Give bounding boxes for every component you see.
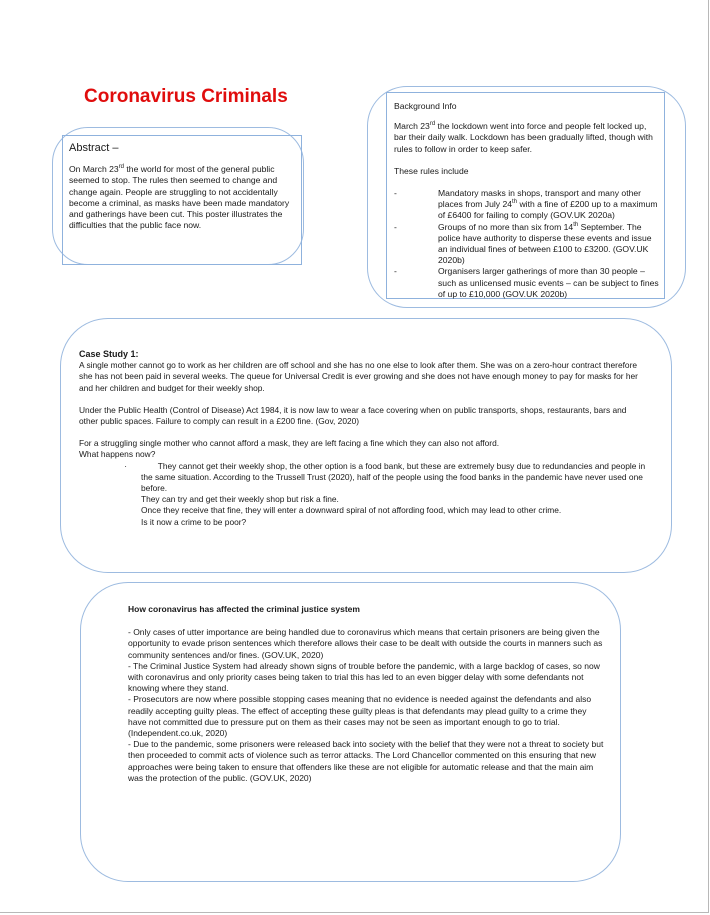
dash-marker: -: [394, 221, 397, 232]
rule-item: - Mandatory masks in shops, transport and many other places from July 24th with a fine of £200 up to a maximum of £6400 for failing to comply (GOV.UK 2020a): [394, 188, 658, 221]
poster-title: Coronavirus Criminals: [84, 86, 288, 107]
case-study-para: A single mother cannot go to work as her children are off school and she has no one else to look after them. She was on a zero-hour contract therefore she has not been paid in several weeks. The queue for Universal Credit is ever growing and she does not have enough money to pay for masks for her and her children and budget for their weekly shop.: [79, 360, 638, 393]
cj-point: - The Criminal Justice System had already shown signs of trouble before the pandemic, with a large backlog of cases, so now with coronavirus and only priority cases being taken to trial this has led to an even bigger delay with some defendants not knowing where they stand.: [128, 660, 600, 694]
cj-point: - Due to the pandemic, some prisoners were released back into society with the belief that they were not a threat to society but then proceeded to commit acts of violence such as terror attacks. The Lord Chancellor commented on this ensuring that new approaches were being taken to ensure that offenders like these are not eligible for automatic release and that the main aim was the protection of the public. (GOV.UK, 2020): [128, 739, 604, 783]
rules-label: These rules include: [394, 165, 469, 176]
background-text: [394, 101, 659, 300]
abstract-body: On March 23rd the world for most of the general public seemed to stop. The rules then seemed to change and change again. People are struggling to not accidentally become a criminal, as masks have been made mandatory and gatherings have been cut. This poster illustrates the difficulties that the public face now.: [69, 164, 290, 231]
background-intro: March 23rd the lockdown went into force and people felt locked up, bar their daily walk. Lockdown has been gradually lifted, though with rules to follow in order to keep safer.: [394, 121, 653, 154]
case-study-option: They can try and get their weekly shop but risk a fine.: [141, 494, 339, 505]
case-study-closing: Is it now a crime to be poor?: [141, 516, 247, 527]
criminal-justice-heading: How coronavirus has affected the criminal justice system: [128, 604, 360, 614]
criminal-justice-text: [128, 604, 604, 784]
case-study-para: Under the Public Health (Control of Disease) Act 1984, it is now law to wear a face covering when on public transports, shops, restaurants, bars and other public spaces. Failure to comply can result in a £200 fine. (Gov, 2020): [79, 404, 627, 427]
dash-marker: -: [394, 188, 397, 199]
cj-point: - Prosecutors are now where possible stopping cases meaning that no evidence is needed against the defendants and also readily accepting guilty pleas. The effect of accepting these guilty pleas is that defendants may plead guilty to a crime they have not committed due to pressure put on them as their cases may not be seen as important enough to go to trial. (Independent.co.uk, 2020): [128, 694, 592, 739]
case-study-option: · They cannot get their weekly shop, the other option is a food bank, but these are extremely busy due to redundancies and people in the same situation. According to the Trussell Trust (2020), half of the people using the food banks in the pandemic have never used one before.: [79, 461, 647, 495]
abstract-heading: Abstract –: [69, 142, 119, 154]
background-heading: Background Info: [394, 101, 457, 111]
bullet-marker: ·: [124, 460, 127, 471]
case-study-heading: Case Study 1:: [79, 349, 139, 359]
case-study-option: Once they receive that fine, they will enter a downward spiral of not affording food, which may lead to other crime.: [141, 505, 562, 516]
abstract-text: [69, 143, 297, 231]
rule-item: - Organisers larger gatherings of more than 30 people – such as unlicensed music events – can be subject to fines of up to £10,000 (GOV.UK 2020b): [394, 266, 659, 299]
case-study-question: What happens now?: [79, 449, 156, 460]
case-study-text: [79, 349, 647, 528]
case-study-para: For a struggling single mother who cannot afford a mask, they are left facing a fine which they can also not afford.: [79, 438, 500, 449]
cj-point: - Only cases of utter importance are being handled due to coronavirus which means that certain prisoners are being given the opportunity to evade prison sentences which therefore allows their case to be dealt with outside the courts in manners such as community sentences and/or fines. (GOV.UK, 2020): [128, 627, 603, 660]
dash-marker: -: [394, 266, 397, 277]
rule-item: - Groups of no more than six from 14th September. The police have authority to disperse these events and issue an individual fines of between £100 to £3200. (GOV.UK 2020b): [394, 221, 652, 266]
